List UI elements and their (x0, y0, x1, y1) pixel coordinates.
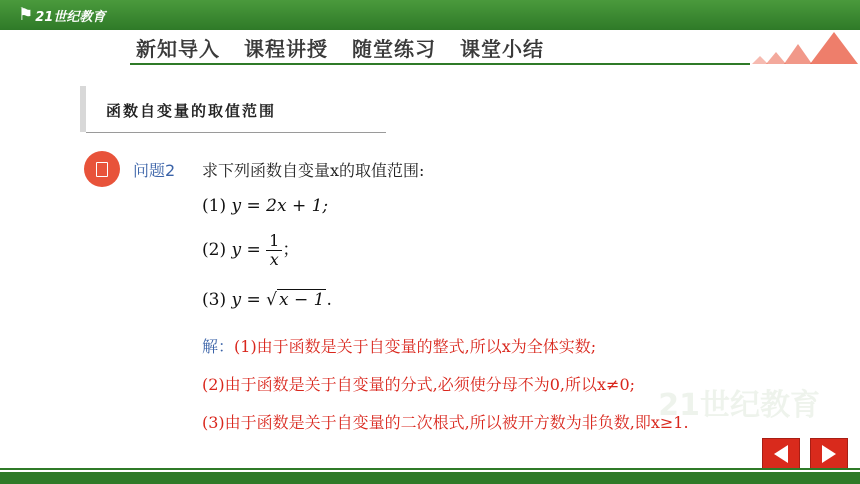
problem-2-suffix: ； (282, 240, 300, 260)
fraction-numerator: 1 (266, 232, 282, 251)
problem-1 (202, 196, 328, 216)
decorative-triangles (748, 30, 860, 66)
problem-3-prefix: (3) (202, 290, 232, 310)
top-banner (0, 0, 860, 30)
nav-divider (130, 63, 750, 65)
arrow-left-icon (774, 445, 788, 463)
solution-line-3: (3)由于函数是关于自变量的二次根式,所以被开方数为非负数,即x≥1. (202, 413, 689, 432)
problem-2-lhs: y = (231, 240, 267, 260)
nav-item-lecture[interactable]: 课程讲授 (244, 37, 328, 61)
footer-rule (0, 468, 860, 470)
prev-button[interactable] (762, 438, 800, 470)
solution-lead: 解： (202, 337, 235, 356)
problem-3-radicand: x − 1 (278, 290, 325, 310)
section-accent-bar (80, 86, 86, 132)
section-underline (86, 132, 386, 133)
next-button[interactable] (810, 438, 848, 470)
problem-2-fraction (266, 232, 282, 269)
solution-line-2: (2)由于函数是关于自变量的分式,必须使分母不为0,所以x≠0; (202, 375, 636, 394)
section-heading (80, 86, 386, 134)
question-badge (84, 151, 120, 187)
problem-3-suffix: . (326, 290, 332, 310)
arrow-right-icon (822, 445, 836, 463)
brand-watermark: 21世纪教育 (658, 388, 820, 423)
problem-2 (202, 232, 299, 269)
logo-text: 21世纪教育 (35, 9, 106, 25)
question-label: 问题2 (133, 161, 176, 180)
section-title: 函数自变量的取值范围 (106, 102, 277, 120)
lesson-nav (136, 33, 544, 62)
nav-item-summary[interactable]: 课堂小结 (460, 37, 544, 61)
problem-2-prefix: (2) (202, 240, 232, 260)
problem-1-prefix: (1) (202, 196, 232, 216)
problem-3-lhs: y = √ (231, 290, 277, 310)
nav-item-intro[interactable]: 新知导入 (136, 37, 220, 61)
logo-runner-icon: ⚑ (18, 5, 34, 25)
solution-line-1 (202, 334, 596, 357)
nav-item-practice[interactable]: 随堂练习 (352, 37, 436, 61)
question-text: 求下列函数自变量x的取值范围: (202, 161, 425, 180)
problem-3 (202, 290, 332, 310)
fraction-denominator: x (269, 250, 279, 269)
brand-logo (18, 4, 105, 26)
footer-band (0, 472, 860, 484)
solution-text-1: (1)由于函数是关于自变量的整式,所以x为全体实数; (234, 337, 597, 356)
problem-1-expr: y = 2x + 1; (231, 196, 329, 216)
document-icon (96, 162, 108, 177)
